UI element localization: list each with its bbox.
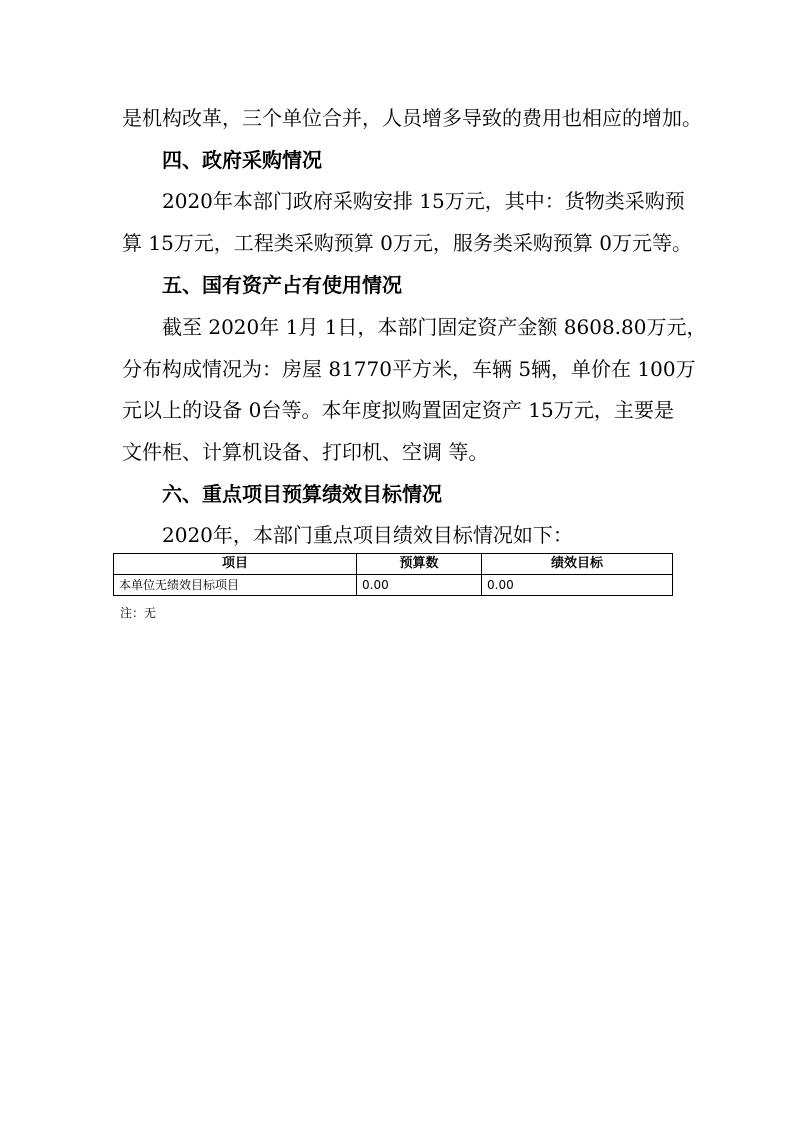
paragraph-line: 元以上的设备 0台等。本年度拟购置固定资产 15万元，主要是	[122, 398, 674, 422]
paragraph-line: 2020年本部门政府采购安排 15万元，其中：货物类采购预	[162, 189, 685, 213]
table-row	[114, 575, 673, 596]
paragraph-line: 截至 2020年 1月 1日，本部门固定资产金额 8608.80万元，	[162, 315, 707, 339]
table-header-budget: 预算数	[357, 554, 482, 575]
section-heading-government-procurement: 四、政府采购情况	[162, 148, 322, 172]
table-cell-project: 本单位无绩效目标项目	[114, 575, 357, 596]
paragraph-line: 是机构改革，三个单位合并，人员增多导致的费用也相应的增加。	[122, 106, 702, 130]
table-header-project: 项目	[114, 554, 357, 575]
table-cell-budget: 0.00	[357, 575, 482, 596]
table-header-row	[114, 554, 673, 575]
performance-targets-table	[113, 553, 673, 596]
table-note: 注：无	[120, 606, 157, 620]
paragraph-line: 算 15万元，工程类采购预算 0万元，服务类采购预算 0万元等。	[122, 231, 692, 255]
table-header-target: 绩效目标	[482, 554, 673, 575]
section-heading-performance-targets: 六、重点项目预算绩效目标情况	[162, 482, 442, 506]
paragraph-line: 分布构成情况为：房屋 81770平方米，车辆 5辆，单价在 100万	[122, 357, 696, 381]
table-cell-target: 0.00	[482, 575, 673, 596]
paragraph-line: 2020年，本部门重点项目绩效目标情况如下：	[162, 523, 573, 547]
section-heading-state-assets: 五、国有资产占有使用情况	[162, 273, 402, 297]
paragraph-line: 文件柜、计算机设备、打印机、空调 等。	[122, 440, 489, 464]
